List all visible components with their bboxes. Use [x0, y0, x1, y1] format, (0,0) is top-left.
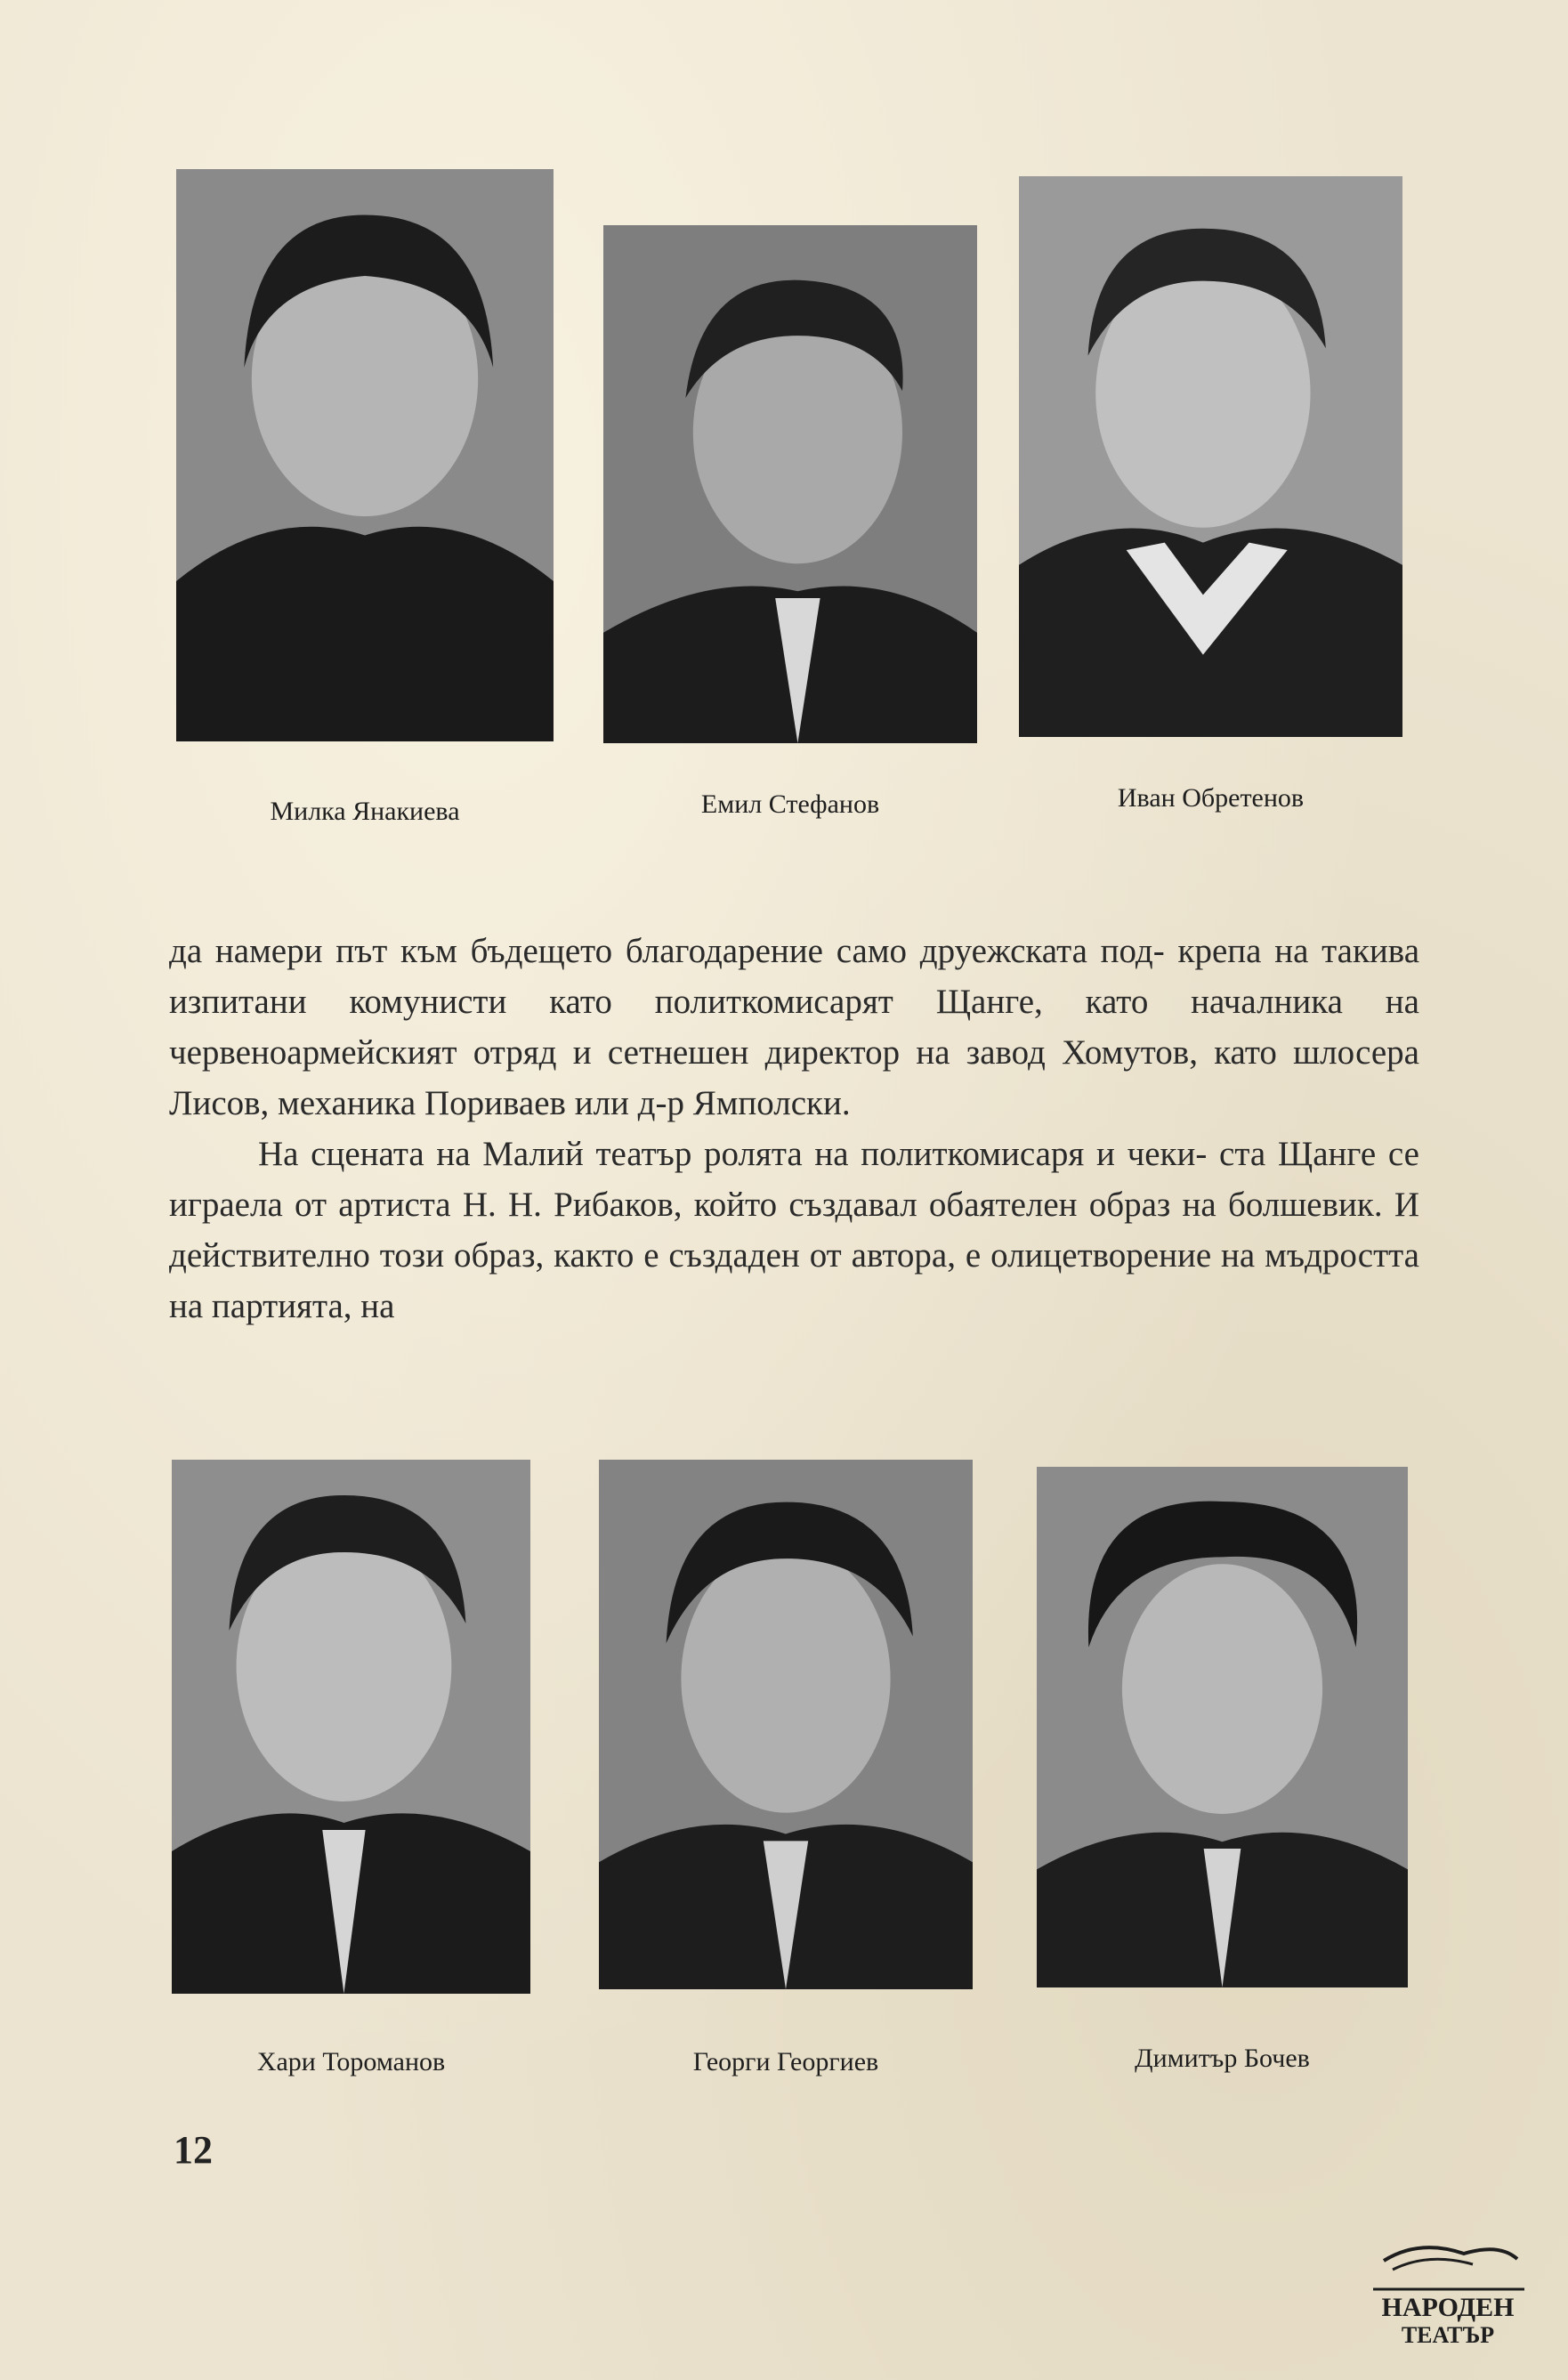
portrait-photo-milka: [176, 169, 554, 741]
portrait-silhouette-icon: [599, 1460, 973, 1989]
svg-text:НАРОДЕН: НАРОДЕН: [1381, 2293, 1515, 2322]
body-paragraph: На сцената на Малий театър ролята на политкомисаря и чеки- ста Щанге се играела от артиста Н. Н. Рибаков, който създавал обаятелен образ на болшевик. И действително този образ, както е създаден от автора, е олицетворение на мъдростта на партията, на: [169, 1135, 1419, 1325]
portrait-silhouette-icon: [603, 225, 977, 743]
portrait-photo-ivan: [1019, 176, 1402, 737]
portrait-silhouette-icon: [172, 1460, 530, 1994]
theatre-stamp-logo: [1366, 2234, 1531, 2350]
photo-caption: Димитър Бочев: [1135, 2044, 1310, 2073]
photo-caption: Иван Обретенов: [1117, 783, 1305, 813]
portrait-silhouette-icon: [176, 169, 554, 741]
photo-caption: Емил Стефанов: [700, 789, 880, 819]
svg-text:ТЕАТЪР: ТЕАТЪР: [1401, 2322, 1495, 2348]
photo-caption: Георги Георгиев: [692, 2047, 879, 2076]
portrait-silhouette-icon: [1019, 176, 1402, 737]
portrait-silhouette-icon: [1037, 1467, 1408, 1987]
body-paragraph: да намери път към бъдещето благодарение само друежската под- крепа на такива изпитани комунисти като политкомисарят Щанге, като началника на червеноармейският отряд и сетнешен директор на завод Хомутов, като шлосера Лисов, механика Пориваев или д-р Ямполски.: [169, 932, 1419, 1122]
page-number: 12: [174, 2128, 213, 2172]
portrait-photo-dimitar: [1037, 1467, 1408, 1987]
portrait-photo-hari: [172, 1460, 530, 1994]
photo-caption: Милка Янакиева: [270, 797, 460, 826]
body-text: [169, 926, 1419, 1332]
portrait-photo-georgi: [599, 1460, 973, 1989]
portrait-photo-emil: [603, 225, 977, 743]
photo-caption: Хари Тороманов: [256, 2047, 446, 2076]
